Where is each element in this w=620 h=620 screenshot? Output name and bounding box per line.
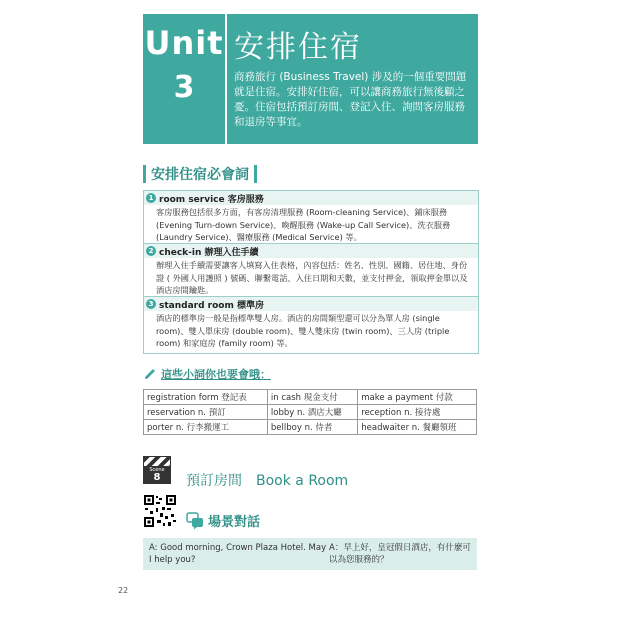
vocab-term-row bbox=[144, 191, 478, 205]
vocab-box bbox=[143, 190, 479, 354]
vocab-definition: 酒店的標準房一般是指標準雙人房。酒店的房間類型還可以分為單人房 (single room)、雙人單床房 (double room)、雙人雙床房 (twin room)、三人房 (triple room) 和家庭房 (family room) 等。 bbox=[156, 313, 450, 348]
vocab-section-title: 安排住宿必會詞 bbox=[151, 167, 249, 183]
vocab-section-heading bbox=[143, 163, 257, 185]
table-row bbox=[144, 405, 477, 420]
qr-code-icon[interactable] bbox=[143, 494, 177, 528]
unit-title: 安排住宿 bbox=[234, 30, 362, 65]
unit-description: 商務旅行 (Business Travel) 涉及的一個重要問題就是住宿。安排好住宿，可以讓商務旅行無後顧之憂。住宿包括預訂房間、登記入住、詢問客房服務和退房等事宜。 bbox=[234, 71, 467, 128]
small-words-heading bbox=[143, 366, 271, 382]
dialog-heading bbox=[186, 511, 260, 530]
clapper-stripes bbox=[143, 456, 171, 467]
pencil-icon bbox=[143, 367, 157, 381]
table-cell: reception n. 接待處 bbox=[358, 405, 477, 420]
scene-label: Scene bbox=[149, 467, 165, 473]
vocab-item bbox=[144, 297, 478, 350]
table-cell: lobby n. 酒店大廳 bbox=[267, 405, 357, 420]
unit-word: Unit bbox=[144, 24, 224, 62]
clapper-body bbox=[143, 467, 171, 484]
words-table bbox=[143, 389, 477, 435]
small-words-title: 這些小詞你也要會哦： bbox=[161, 368, 271, 381]
chat-bubble-icon bbox=[186, 512, 204, 530]
unit-number: 3 bbox=[173, 70, 195, 105]
number-badge: 2 bbox=[146, 246, 156, 256]
table-cell: porter n. 行李搬運工 bbox=[144, 420, 268, 435]
table-cell: headwaiter n. 餐廳領班 bbox=[358, 420, 477, 435]
vocab-term: room service 客房服務 bbox=[159, 194, 264, 205]
vocab-term: standard room 標準房 bbox=[159, 300, 264, 311]
vocab-definition: 辦理入住手續需要讓客人填寫入住表格，內容包括：姓名、性別、國籍、居住地、身份證 ( 外國人用護照 ) 號碼、聯繫電話、入住日期和天數，並支付押金，領取押金單以及酒店房間鑰匙。 bbox=[156, 260, 468, 295]
table-row bbox=[144, 390, 477, 405]
number-badge: 3 bbox=[146, 299, 156, 309]
vocab-item bbox=[144, 191, 478, 244]
dialog-english: A: Good morning, Crown Plaza Hotel. May I help you? bbox=[149, 543, 327, 565]
table-cell: in cash 現金支付 bbox=[267, 390, 357, 405]
scene-title: 預訂房間 Book a Room bbox=[186, 473, 349, 489]
vocab-term: check-in 辦理入住手續 bbox=[159, 247, 259, 258]
heading-bar-right bbox=[254, 165, 257, 183]
heading-bar-left bbox=[143, 165, 146, 183]
unit-title-box bbox=[227, 14, 478, 144]
scene-number: 8 bbox=[153, 472, 161, 483]
vocab-term-row bbox=[144, 244, 478, 258]
page-number: 22 bbox=[118, 586, 129, 595]
table-cell: registration form 登記表 bbox=[144, 390, 268, 405]
dialog-line bbox=[143, 538, 477, 570]
table-cell: bellboy n. 侍者 bbox=[267, 420, 357, 435]
vocab-definition: 客房服務包括很多方面，有客房清理服務 (Room-cleaning Service)、鋪床服務 (Evening Turn-down Service)、喚醒服務 (Wake-up Call Service)、洗衣服務 (Laundry Service)、醫療服務 (Medical Service) 等。 bbox=[156, 207, 451, 242]
vocab-term-row bbox=[144, 297, 478, 311]
dialog-chinese: A：早上好，皇冠假日酒店，有什麼可以為您服務的？ bbox=[329, 543, 471, 565]
table-cell: make a payment 付款 bbox=[358, 390, 477, 405]
number-badge: 1 bbox=[146, 193, 156, 203]
table-row bbox=[144, 420, 477, 435]
clapperboard-icon bbox=[143, 456, 171, 484]
table-cell: reservation n. 預訂 bbox=[144, 405, 268, 420]
dialog-title: 場景對話 bbox=[208, 515, 261, 530]
unit-badge bbox=[143, 14, 225, 144]
vocab-item bbox=[144, 244, 478, 297]
